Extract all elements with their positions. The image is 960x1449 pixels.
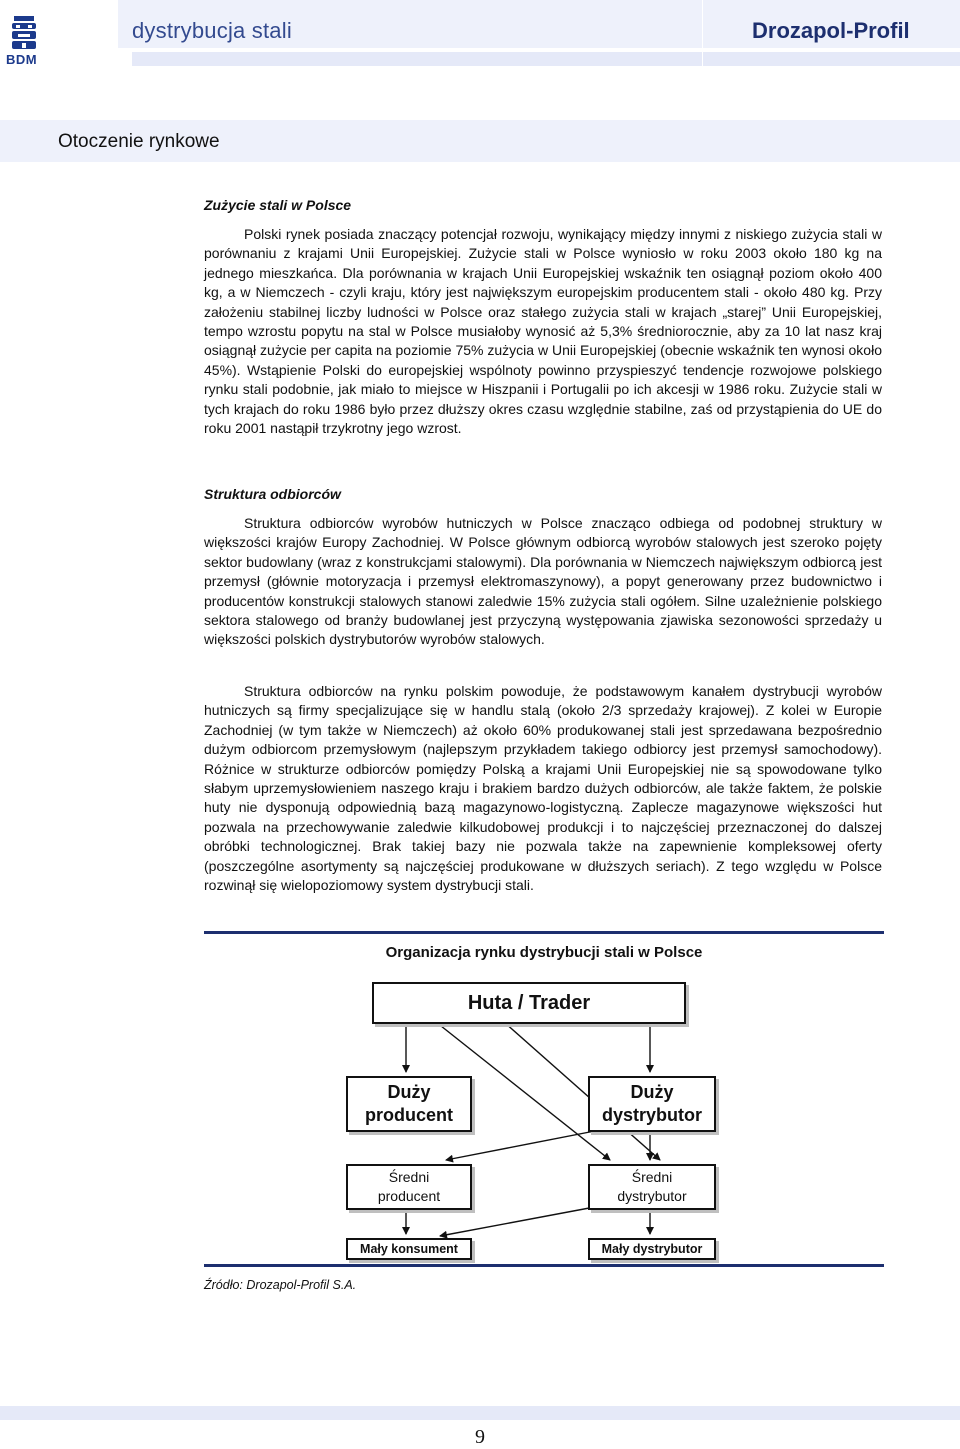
mid-distributor-line-1: Średni [631, 1169, 673, 1185]
page-number: 9 [475, 1426, 485, 1448]
section-title: Otoczenie rynkowe [58, 131, 220, 152]
big-distributor-line-1: Duży [630, 1082, 674, 1102]
arrow-mid-distributor-small-consumer [440, 1206, 600, 1236]
structure-heading: Struktura odbiorców [204, 486, 341, 502]
consumption-text: Polski rynek posiada znaczący potencjał rozwoju, wynikający między innymi z niskiego zużycia stali w porównaniu z krajami Unii Europejskiej. Zużycie stali w Polsce wyniosło w roku 2003 około 180 kg na jednego mieszkańca. Dla porównania w krajach Unii Europejskiej wskaźnik ten osiągnął poziom około 400 kg, a w Niemczech - czyli kraju, który jest największym europejskim producentem stali - około 480 kg. Przy założeniu stabilnej liczby ludności w Polsce oraz stałego zużycia stali w krajach „starej” Unii Europejskiej, tempo wzrostu popytu na stal w Polsce musiałoby wynosić aż 5,3% średniorocznie, aby za 10 lat nasz kraj osiągnął zużycie per capita na poziomie 75% zużycia w Unii Europejskiej (obecnie wskaźnik ten wynosi około 45%). Wstąpienie Polski do europejskiej wspólnoty powinno przyspieszyć tendencje rozwojowe polskiego rynku stali podobnie, jak miało to miejsce w Hiszpanii i Portugalii po ich akcesji w 1986 roku. Zużycie stali w tych krajach do roku 1986 było przez dłuższy okres czasu względnie stabilne, zaś od przystąpienia do UE do roku 2001 nastąpił trzykrotny jego wzrost. [204, 226, 882, 437]
diagram-box-big-producer [346, 1076, 472, 1132]
diagram-rule-top [204, 931, 884, 934]
footer-band [0, 1406, 960, 1420]
structure-paragraph-2 [204, 682, 882, 895]
diagram-box-big-distributor [588, 1076, 716, 1132]
diagram-box-mid-distributor [588, 1164, 716, 1210]
logo-text: BDM [6, 52, 38, 67]
diagram-title: Organizacja rynku dystrybucji stali w Polsce [385, 944, 703, 961]
structure-paragraph-1 [204, 514, 882, 650]
header-company-strip [703, 52, 960, 66]
mid-producer-line-2: producent [377, 1188, 441, 1204]
big-producer-line-2: producent [365, 1105, 453, 1125]
arrow-big-distributor-mid-producer [446, 1130, 600, 1160]
mid-producer-line-1: Średni [388, 1169, 430, 1185]
big-producer-line-1: Duży [387, 1082, 431, 1102]
header-company: Drozapol-Profil [752, 18, 910, 43]
diagram-source: Źródło: Drozapol-Profil S.A. [204, 1278, 357, 1292]
diagram-rule-bottom [204, 1264, 884, 1267]
mid-distributor-line-2: dystrybutor [617, 1188, 687, 1204]
diagram-box-small-consumer: Mały konsument [346, 1238, 472, 1260]
header-title: dystrybucja stali [132, 18, 292, 43]
consumption-heading: Zużycie stali w Polsce [204, 197, 352, 213]
header-under-strip [132, 52, 702, 66]
structure-text-1: Struktura odbiorców wyrobów hutniczych w Polsce znacząco odbiega od podobnej struktury w większości krajów Europy Zachodniej. W Polsce głównym odbiorcą wyrobów stalowych jest szeroko pojęty sektor budowlany (wraz z konstrukcjami stalowymi). Dla porównania w Niemczech największym odbiorcą jest przemysł (głównie motoryzacja i przemysł elektromaszynowy), a popyt generowany przez budownictwo i producentów konstrukcji stalowych stanowi zaledwie 15% zużycia stali ogółem. Silne uzależnienie polskiego sektora stalowego od branży budowlanej jest przyczyną występowania zjawiska sezonowości sprzedaży u większości polskich dystrybutorów wyrobów stalowych. [204, 515, 882, 648]
structure-text-2: Struktura odbiorców na rynku polskim powoduje, że podstawowym kanałem dystrybucji wyrobów hutniczych są firmy specjalizujące się w handlu stalą (około 2/3 sprzedaży krajowej). Z kolei w Europie Zachodniej (w tym także w Niemczech) aż około 60% produkowanej stali jest sprzedawana bezpośrednio dużym odbiorcom przemysłowym (najlepszym przykładem takiego odbiorcy jest przemysł samochodowy). Różnice w strukturze odbiorców pomiędzy Polską a krajami Unii Europejskiej nie są spowodowane tylko słabym uprzemysłowieniem naszego kraju i brakiem bardzo dużych odbiorców, ale także faktem, że polskie huty nie dysponują odpowiednią bazą magazynowo-logistyczną. Zaplecze magazynowe większości hut pozwala na przechowywanie zaledwie kilkudobowej produkcji i to najczęściej przeznaczonej do dalszej obróbki technologicznej. Brak takiej bazy nie pozwala także na zapewnienie kompleksowej oferty (poszczególne asortymenty są najczęściej produkowane w dłuższych seriach). Z tego względu w Polsce rozwinął się wielopoziomowy system dystrybucji stali. [204, 683, 882, 894]
diagram-box-small-distributor: Mały dystrybutor [588, 1238, 716, 1260]
big-distributor-line-2: dystrybutor [601, 1105, 702, 1125]
consumption-paragraph [204, 225, 882, 438]
diagram-box-huta-trader: Huta / Trader [372, 982, 686, 1024]
diagram-box-mid-producer [346, 1164, 472, 1210]
